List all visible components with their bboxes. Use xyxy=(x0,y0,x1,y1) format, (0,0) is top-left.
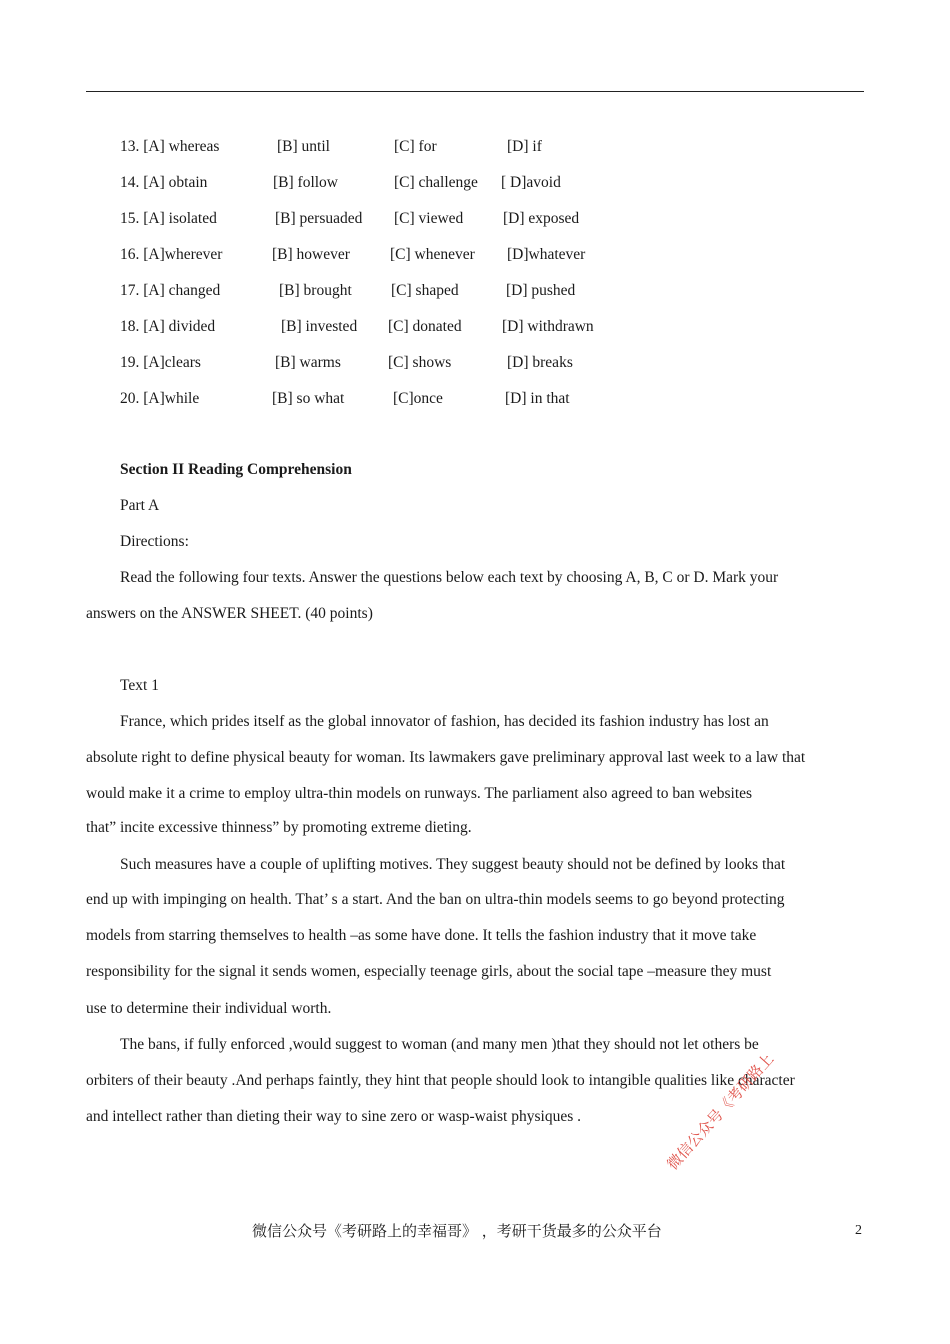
option-a: 18. [A] divided xyxy=(120,318,216,335)
option-d: [ D]avoid xyxy=(501,174,561,191)
directions-text: answers on the ANSWER SHEET. (40 points) xyxy=(86,605,373,622)
option-c: [C]once xyxy=(393,390,443,407)
header-rule xyxy=(86,91,864,92)
option-d: [D] in that xyxy=(505,390,570,407)
option-d: [D]whatever xyxy=(507,246,586,263)
option-a: 14. [A] obtain xyxy=(120,174,208,191)
option-b: [B] so what xyxy=(272,390,345,407)
option-a: 13. [A] whereas xyxy=(120,138,220,155)
section-title: Section II Reading Comprehension xyxy=(120,461,352,478)
text-label: Text 1 xyxy=(120,677,159,694)
option-c: [C] challenge xyxy=(394,174,478,191)
directions-text: Read the following four texts. Answer the questions below each text by choosing A, B, C or D. Mark your xyxy=(120,569,779,586)
footer-text: 微信公众号《考研路上的幸福哥》 ，考研干货最多的公众平台 xyxy=(252,1222,662,1240)
paragraph-line: Such measures have a couple of uplifting motives. They suggest beauty should not be defined by looks that xyxy=(120,856,786,873)
option-d: [D] withdrawn xyxy=(502,318,594,335)
option-b: [B] however xyxy=(272,246,350,263)
paragraph-line: that” incite excessive thinness” by promoting extreme dieting. xyxy=(86,819,472,836)
part-label: Part A xyxy=(120,497,160,514)
option-a: 15. [A] isolated xyxy=(120,210,217,227)
option-c: [C] for xyxy=(394,138,437,155)
option-b: [B] brought xyxy=(279,282,352,299)
option-b: [B] persuaded xyxy=(275,210,363,227)
option-a: 16. [A]wherever xyxy=(120,246,223,263)
watermark: 微信公众号《考研路上 xyxy=(663,1049,778,1174)
paragraph-line: and intellect rather than dieting their way to sine zero or wasp-waist physiques . xyxy=(86,1108,581,1125)
option-a: 17. [A] changed xyxy=(120,282,221,299)
paragraph-line: France, which prides itself as the global innovator of fashion, has decided its fashion industry has lost an xyxy=(120,713,769,730)
option-c: [C] shaped xyxy=(391,282,459,299)
directions-label: Directions: xyxy=(120,533,189,550)
option-d: [D] pushed xyxy=(506,282,576,299)
paragraph-line: models from starring themselves to health –as some have done. It tells the fashion industry that it move take xyxy=(86,927,757,944)
option-c: [C] donated xyxy=(388,318,462,335)
paragraph-line: The bans, if fully enforced ,would suggest to woman (and many men )that they should not let others be xyxy=(120,1036,759,1053)
option-a: 19. [A]clears xyxy=(120,354,201,371)
option-b: [B] until xyxy=(277,138,330,155)
page-number: 2 xyxy=(855,1223,862,1238)
option-b: [B] warms xyxy=(275,354,341,371)
option-b: [B] follow xyxy=(273,174,339,191)
option-d: [D] breaks xyxy=(507,354,573,371)
option-c: [C] viewed xyxy=(394,210,464,227)
paragraph-line: would make it a crime to employ ultra-thin models on runways. The parliament also agreed to ban websites xyxy=(86,785,753,802)
option-d: [D] if xyxy=(507,138,542,155)
option-c: [C] shows xyxy=(388,354,452,371)
paragraph-line: orbiters of their beauty .And perhaps faintly, they hint that people should look to intangible qualities like character xyxy=(86,1072,795,1089)
option-b: [B] invested xyxy=(281,318,358,335)
option-c: [C] whenever xyxy=(390,246,475,263)
paragraph-line: end up with impinging on health. That’ s a start. And the ban on ultra-thin models seems to go beyond protecting xyxy=(86,891,785,908)
paragraph-line: use to determine their individual worth. xyxy=(86,1000,332,1017)
paragraph-line: responsibility for the signal it sends women, especially teenage girls, about the social tape –measure they must xyxy=(86,963,772,980)
paragraph-line: absolute right to define physical beauty for woman. Its lawmakers gave preliminary approval last week to a law that xyxy=(86,749,806,766)
option-d: [D] exposed xyxy=(503,210,580,227)
option-a: 20. [A]while xyxy=(120,390,200,407)
